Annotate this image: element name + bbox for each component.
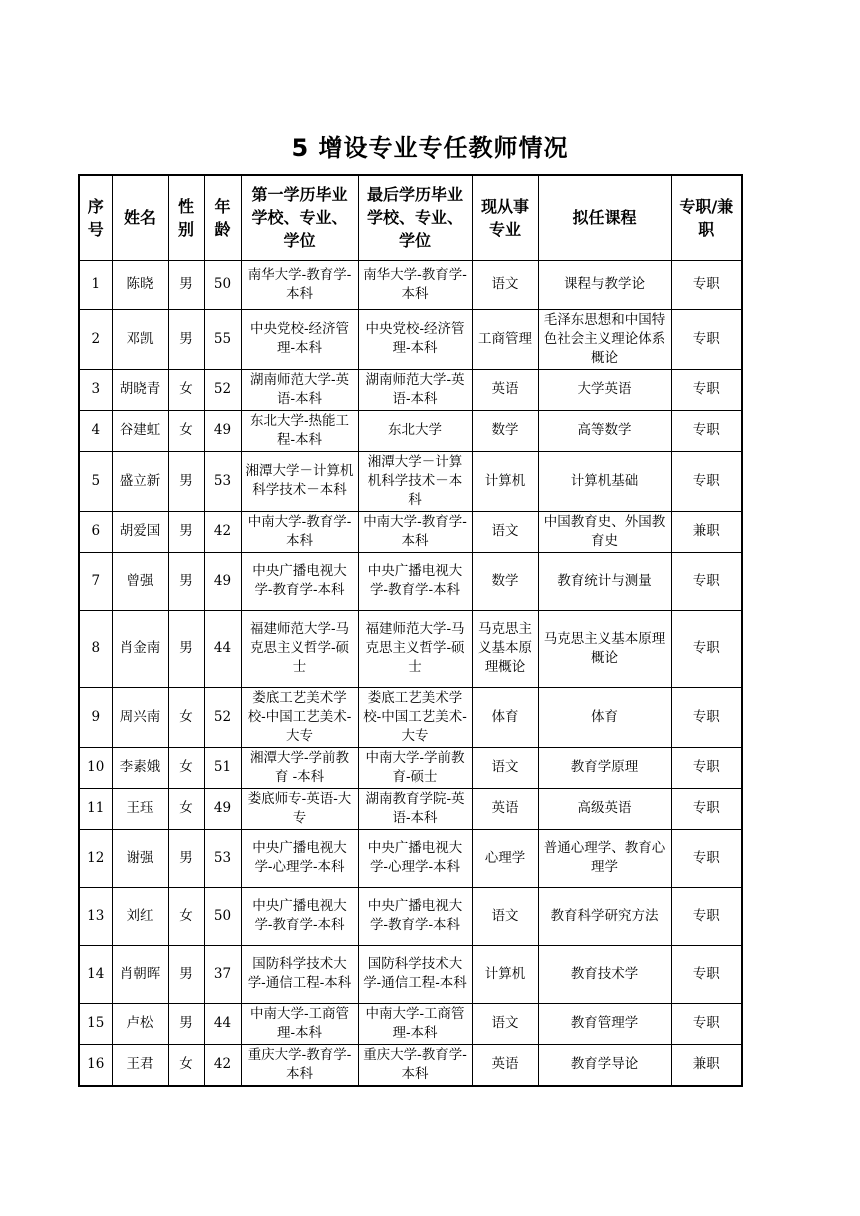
cell-age: 42 [204,511,241,552]
cell-first-degree: 国防科学技术大学-通信工程-本科 [241,945,358,1003]
cell-employment: 专职 [671,610,742,687]
cell-gender: 男 [168,829,204,887]
cell-index: 8 [79,610,112,687]
cell-name: 陈晓 [112,260,168,309]
cell-age: 44 [204,1003,241,1044]
cell-name: 刘红 [112,887,168,945]
cell-last-degree: 中央党校-经济管理-本科 [358,309,472,369]
cell-courses: 课程与教学论 [538,260,671,309]
header-first-degree: 第一学历毕业学校、专业、学位 [241,175,358,260]
cell-age: 53 [204,451,241,511]
cell-employment: 专职 [671,309,742,369]
cell-employment: 专职 [671,887,742,945]
cell-name: 肖朝晖 [112,945,168,1003]
cell-employment: 专职 [671,945,742,1003]
cell-gender: 男 [168,511,204,552]
cell-employment: 专职 [671,410,742,451]
table-row [79,369,742,410]
cell-current-field: 计算机 [472,451,538,511]
cell-age: 37 [204,945,241,1003]
cell-first-degree: 中央广播电视大学-教育学-本科 [241,552,358,610]
cell-gender: 男 [168,610,204,687]
cell-current-field: 英语 [472,369,538,410]
cell-index: 5 [79,451,112,511]
cell-current-field: 语文 [472,887,538,945]
cell-employment: 专职 [671,1003,742,1044]
cell-courses: 马克思主义基本原理概论 [538,610,671,687]
cell-last-degree: 湖南师范大学-英语-本科 [358,369,472,410]
cell-age: 49 [204,552,241,610]
cell-age: 53 [204,829,241,887]
table-header-row [79,175,742,260]
cell-employment: 专职 [671,687,742,747]
cell-index: 12 [79,829,112,887]
cell-gender: 男 [168,945,204,1003]
table-row [79,610,742,687]
cell-employment: 专职 [671,552,742,610]
cell-first-degree: 中央广播电视大学-教育学-本科 [241,887,358,945]
cell-current-field: 语文 [472,747,538,788]
cell-first-degree: 中南大学-教育学-本科 [241,511,358,552]
table-row [79,829,742,887]
cell-last-degree: 中南大学-教育学-本科 [358,511,472,552]
cell-name: 谷建虹 [112,410,168,451]
cell-index: 16 [79,1044,112,1086]
cell-courses: 毛泽东思想和中国特色社会主义理论体系概论 [538,309,671,369]
cell-courses: 教育学原理 [538,747,671,788]
cell-last-degree: 南华大学-教育学-本科 [358,260,472,309]
cell-courses: 教育学导论 [538,1044,671,1086]
cell-last-degree: 中南大学-学前教育-硕士 [358,747,472,788]
cell-gender: 男 [168,451,204,511]
cell-gender: 男 [168,260,204,309]
cell-name: 胡晓青 [112,369,168,410]
cell-gender: 女 [168,747,204,788]
cell-current-field: 计算机 [472,945,538,1003]
cell-courses: 教育科学研究方法 [538,887,671,945]
cell-index: 14 [79,945,112,1003]
cell-gender: 女 [168,1044,204,1086]
cell-age: 49 [204,788,241,829]
cell-courses: 体育 [538,687,671,747]
header-gender: 性别 [168,175,204,260]
cell-age: 50 [204,260,241,309]
cell-first-degree: 福建师范大学-马克思主义哲学-硕士 [241,610,358,687]
cell-gender: 女 [168,410,204,451]
table-row [79,945,742,1003]
cell-name: 曾强 [112,552,168,610]
cell-last-degree: 中央广播电视大学-教育学-本科 [358,552,472,610]
cell-employment: 专职 [671,829,742,887]
cell-name: 周兴南 [112,687,168,747]
cell-employment: 专职 [671,451,742,511]
cell-age: 42 [204,1044,241,1086]
cell-first-degree: 中央广播电视大学-心理学-本科 [241,829,358,887]
cell-courses: 计算机基础 [538,451,671,511]
cell-last-degree: 中央广播电视大学-心理学-本科 [358,829,472,887]
cell-index: 2 [79,309,112,369]
cell-employment: 专职 [671,369,742,410]
cell-last-degree: 东北大学 [358,410,472,451]
cell-current-field: 语文 [472,260,538,309]
cell-name: 邓凯 [112,309,168,369]
cell-current-field: 数学 [472,552,538,610]
document-title: 5 增设专业专任教师情况 [291,134,569,162]
cell-name: 盛立新 [112,451,168,511]
cell-last-degree: 福建师范大学-马克思主义哲学-硕士 [358,610,472,687]
cell-courses: 教育技术学 [538,945,671,1003]
cell-first-degree: 娄底工艺美术学校-中国工艺美术-大专 [241,687,358,747]
cell-last-degree: 娄底工艺美术学校-中国工艺美术-大专 [358,687,472,747]
cell-index: 11 [79,788,112,829]
cell-gender: 女 [168,369,204,410]
cell-gender: 男 [168,309,204,369]
cell-last-degree: 湖南教育学院-英语-本科 [358,788,472,829]
cell-index: 13 [79,887,112,945]
cell-age: 55 [204,309,241,369]
cell-name: 李素娥 [112,747,168,788]
table-row [79,1044,742,1086]
cell-courses: 中国教育史、外国教育史 [538,511,671,552]
cell-first-degree: 中南大学-工商管理-本科 [241,1003,358,1044]
cell-current-field: 心理学 [472,829,538,887]
cell-current-field: 体育 [472,687,538,747]
cell-gender: 女 [168,687,204,747]
table-row [79,687,742,747]
table-body [79,260,742,1086]
cell-gender: 男 [168,1003,204,1044]
cell-current-field: 工商管理 [472,309,538,369]
cell-index: 1 [79,260,112,309]
header-employment: 专职/兼职 [671,175,742,260]
cell-age: 50 [204,887,241,945]
cell-courses: 高级英语 [538,788,671,829]
table-row [79,410,742,451]
header-name: 姓名 [112,175,168,260]
cell-age: 52 [204,369,241,410]
header-current-field: 现从事专业 [472,175,538,260]
table-row [79,511,742,552]
cell-current-field: 马克思主义基本原理概论 [472,610,538,687]
cell-age: 52 [204,687,241,747]
header-index: 序号 [79,175,112,260]
cell-index: 10 [79,747,112,788]
table-row [79,887,742,945]
header-last-degree: 最后学历毕业学校、专业、学位 [358,175,472,260]
cell-first-degree: 中央党校-经济管理-本科 [241,309,358,369]
table-row [79,260,742,309]
cell-index: 7 [79,552,112,610]
cell-index: 15 [79,1003,112,1044]
table-row [79,747,742,788]
cell-courses: 教育统计与测量 [538,552,671,610]
cell-first-degree: 湖南师范大学-英语-本科 [241,369,358,410]
header-age: 年龄 [204,175,241,260]
cell-name: 谢强 [112,829,168,887]
header-courses: 拟任课程 [538,175,671,260]
cell-index: 6 [79,511,112,552]
cell-gender: 女 [168,788,204,829]
table-row [79,1003,742,1044]
table-row [79,788,742,829]
cell-index: 3 [79,369,112,410]
cell-courses: 高等数学 [538,410,671,451]
cell-last-degree: 重庆大学-教育学-本科 [358,1044,472,1086]
cell-first-degree: 湘潭大学－计算机科学技术－本科 [241,451,358,511]
cell-gender: 女 [168,887,204,945]
cell-age: 51 [204,747,241,788]
cell-employment: 专职 [671,788,742,829]
cell-current-field: 数学 [472,410,538,451]
table-row [79,309,742,369]
cell-age: 44 [204,610,241,687]
cell-first-degree: 东北大学-热能工程-本科 [241,410,358,451]
cell-name: 王君 [112,1044,168,1086]
cell-courses: 教育管理学 [538,1003,671,1044]
cell-name: 王珏 [112,788,168,829]
teacher-table [78,174,743,1087]
table-row [79,451,742,511]
cell-current-field: 英语 [472,788,538,829]
cell-name: 胡爱国 [112,511,168,552]
cell-employment: 专职 [671,747,742,788]
cell-courses: 大学英语 [538,369,671,410]
cell-employment: 专职 [671,260,742,309]
cell-index: 4 [79,410,112,451]
cell-first-degree: 南华大学-教育学-本科 [241,260,358,309]
cell-first-degree: 重庆大学-教育学-本科 [241,1044,358,1086]
cell-index: 9 [79,687,112,747]
cell-last-degree: 国防科学技术大学-通信工程-本科 [358,945,472,1003]
cell-first-degree: 娄底师专-英语-大专 [241,788,358,829]
cell-courses: 普通心理学、教育心理学 [538,829,671,887]
cell-last-degree: 湘潭大学－计算机科学技术－本科 [358,451,472,511]
cell-employment: 兼职 [671,511,742,552]
cell-last-degree: 中南大学-工商管理-本科 [358,1003,472,1044]
cell-current-field: 语文 [472,1003,538,1044]
cell-name: 肖金南 [112,610,168,687]
cell-last-degree: 中央广播电视大学-教育学-本科 [358,887,472,945]
cell-employment: 兼职 [671,1044,742,1086]
cell-current-field: 语文 [472,511,538,552]
cell-age: 49 [204,410,241,451]
cell-current-field: 英语 [472,1044,538,1086]
cell-first-degree: 湘潭大学-学前教育 -本科 [241,747,358,788]
cell-name: 卢松 [112,1003,168,1044]
table-row [79,552,742,610]
cell-gender: 男 [168,552,204,610]
